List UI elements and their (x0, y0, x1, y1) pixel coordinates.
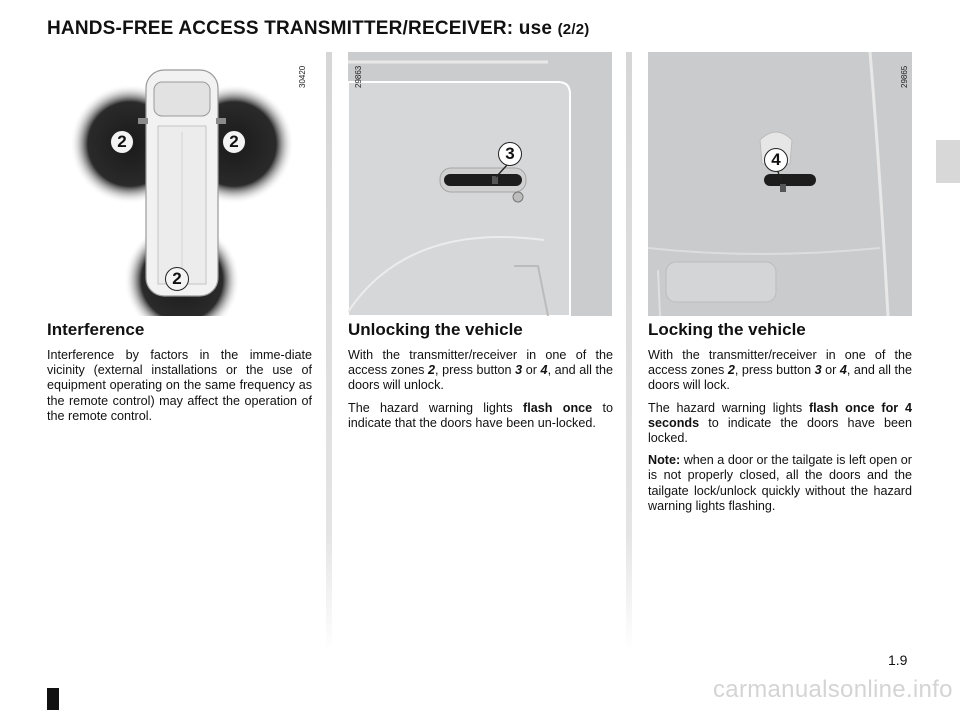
rear-door-illustration (648, 52, 912, 316)
van-cabin (154, 82, 210, 116)
chapter-tab (936, 140, 960, 183)
callout-3: 3 (498, 142, 522, 166)
callout-2-right: 2 (222, 130, 246, 154)
figure-ref-29863: 29863 (354, 65, 363, 88)
front-door-illustration (348, 52, 612, 316)
figure-ref-30420: 30420 (298, 65, 307, 88)
section-locking (648, 320, 912, 521)
locking-paragraph-1: With the transmitter/receiver in one of the access zones 2, press button 3 or 4, and all the doors will lock. (648, 348, 912, 393)
figure-door-handle-rear (648, 52, 912, 316)
page-title (47, 18, 589, 40)
callout-4: 4 (764, 148, 788, 172)
mirror-left (138, 118, 148, 124)
key-lock (513, 192, 523, 202)
interference-heading: Interference (47, 320, 145, 339)
callout-2-left: 2 (110, 130, 134, 154)
handle-button-3 (492, 176, 498, 184)
corner-mark (47, 688, 59, 710)
figure-door-handle-front (348, 52, 612, 316)
unlocking-paragraph-1: With the transmitter/receiver in one of the access zones 2, press button 3 or 4, and all the doors will unlock. (348, 348, 613, 393)
title-subtitle: (2/2) (557, 21, 590, 38)
column-divider-left (326, 52, 332, 652)
section-interference (47, 320, 312, 431)
mirror-right (216, 118, 226, 124)
callout-2-rear: 2 (165, 267, 189, 291)
handle-button-4 (780, 184, 786, 192)
page-number: 1.9 (888, 652, 908, 668)
locking-note: Note: when a door or the tailgate is left open or is not properly closed, all the doors and the tailgate lock/unlock quickly without the hazard warning lights flashing. (648, 453, 912, 513)
title-text: HANDS-FREE ACCESS TRANSMITTER/RECEIVER: use (47, 18, 553, 39)
unlocking-heading: Unlocking the vehicle (348, 320, 523, 339)
rear-door-handle (764, 174, 816, 186)
watermark-link[interactable]: carmanualsonline.info (713, 676, 953, 703)
figure-access-zones (48, 52, 318, 316)
door-handle (444, 174, 522, 186)
locking-paragraph-2: The hazard warning lights flash once for 4 seconds to indicate the doors have been locked. (648, 400, 912, 446)
section-unlocking (348, 320, 613, 438)
column-divider-right (626, 52, 632, 652)
unlocking-paragraph-2: The hazard warning lights flash once to indicate that the doors have been un-locked. (348, 400, 613, 430)
locking-heading: Locking the vehicle (648, 320, 806, 339)
figure-ref-29865: 29865 (900, 65, 909, 88)
interference-body: Interference by factors in the imme-diate vicinity (external installations or the use of equipment operating on the same frequency as the remote control) may affect the operation of the remote control. (47, 348, 312, 423)
